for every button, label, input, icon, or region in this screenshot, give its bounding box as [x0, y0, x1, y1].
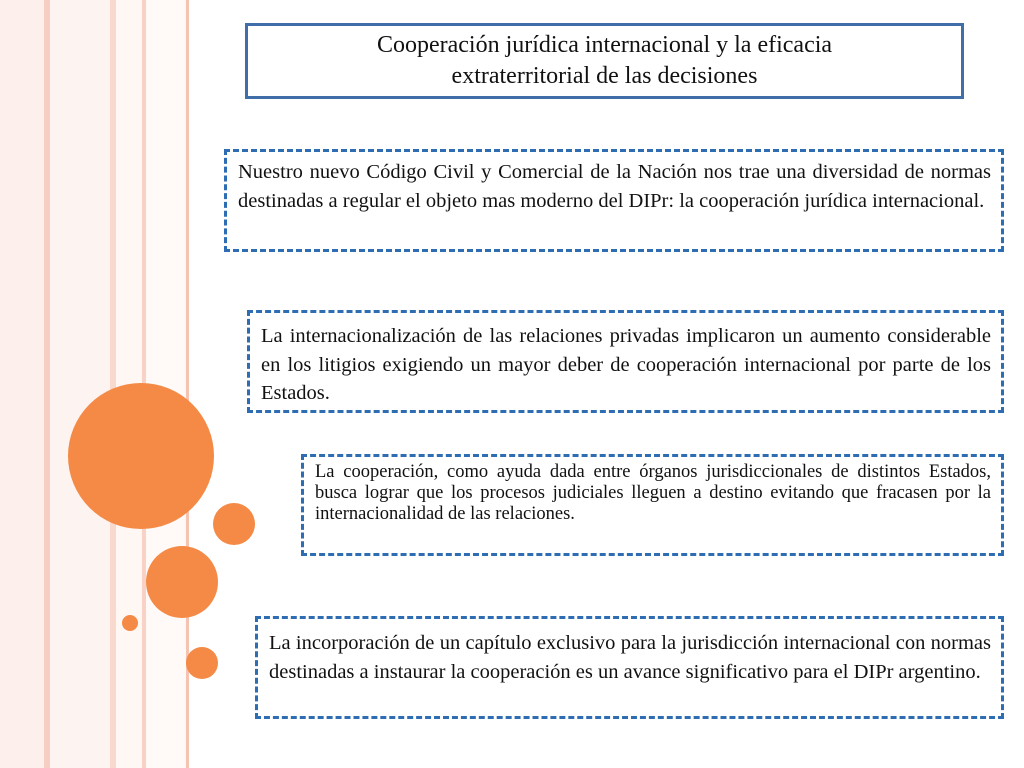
decorative-circle-small-lower	[186, 647, 218, 679]
slide-title	[245, 23, 964, 99]
decorative-circle-tiny	[122, 615, 138, 631]
decorative-stripe	[50, 0, 110, 768]
text-box-3	[301, 454, 1004, 556]
title-line-1: Cooperación jurídica internacional y la eficacia	[376, 32, 833, 58]
paragraph-2: La internacionalización de las relaciones privadas implicaron un aumento considerable en los litigios exigiendo un mayor deber de cooperación internacional por parte de los Estados.	[261, 325, 991, 404]
text-box-2	[247, 310, 1004, 413]
paragraph-4: La incorporación de un capítulo exclusivo para la jurisdicción internacional con normas destinadas a instaurar la cooperación es un avance significativo para el DIPr argentino.	[269, 632, 991, 683]
paragraph-1: Nuestro nuevo Código Civil y Comercial de la Nación nos trae una diversidad de normas destinadas a regular el objeto mas moderno del DIPr: la cooperación jurídica internacional.	[238, 161, 991, 212]
decorative-stripe	[0, 0, 44, 768]
decorative-circle-medium	[146, 546, 218, 618]
title-line-2: extraterritorial de las decisiones	[451, 63, 758, 89]
text-box-4	[255, 616, 1004, 719]
text-box-1	[224, 149, 1004, 252]
paragraph-3: La cooperación, como ayuda dada entre órganos jurisdiccionales de distintos Estados, busca lograr que los procesos judiciales lleguen a destino evitando que fracasen por la internacionalidad de las relaciones.	[315, 462, 991, 524]
decorative-circle-large	[68, 383, 214, 529]
decorative-circle-small	[213, 503, 255, 545]
